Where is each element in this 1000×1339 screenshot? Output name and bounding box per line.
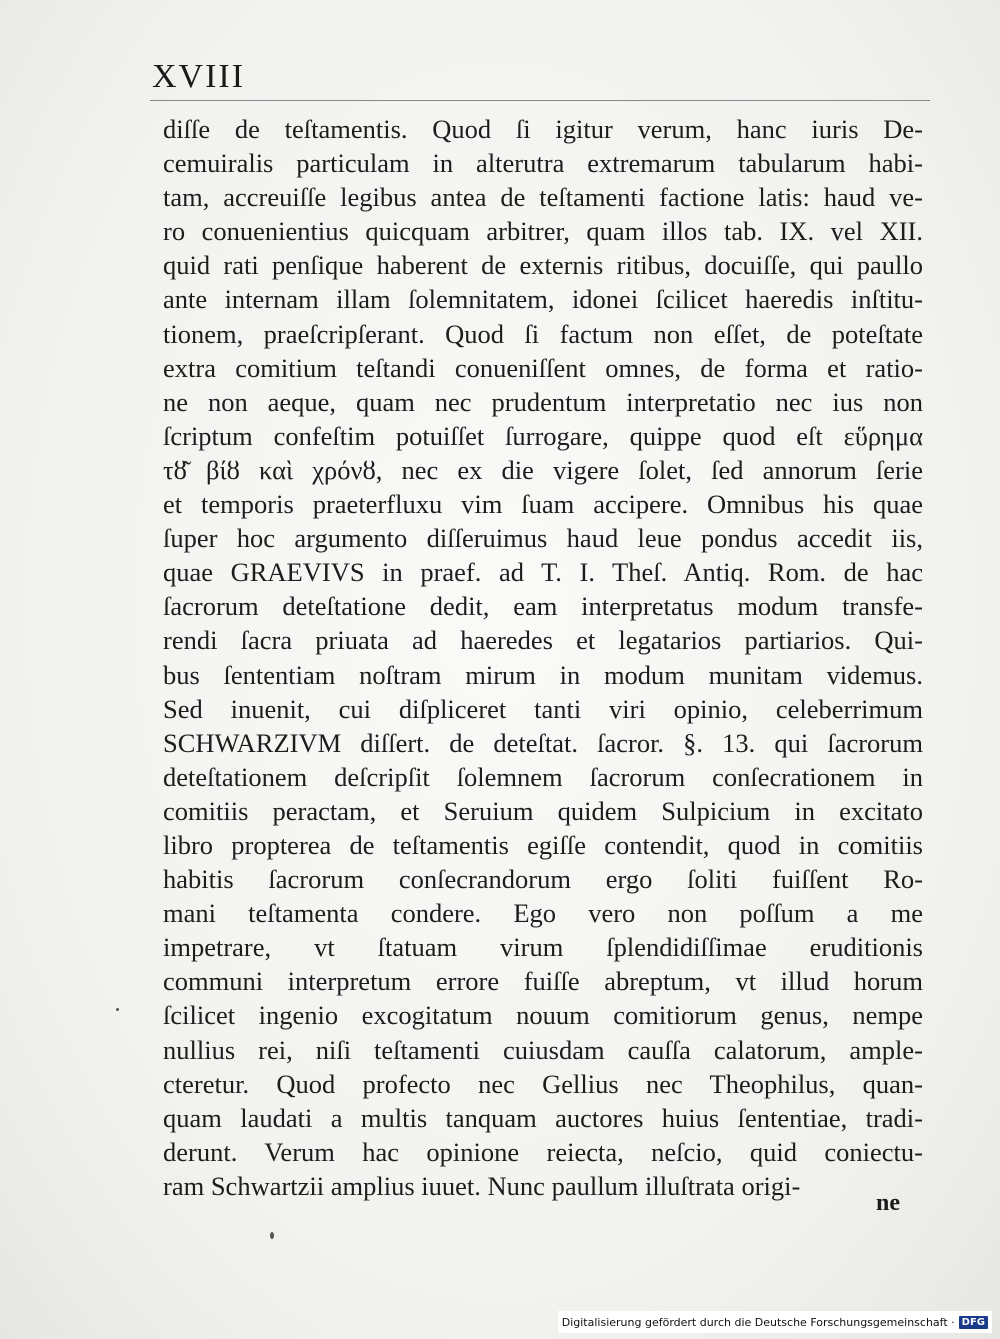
text-line: ne non aeque, quam nec prudentum interpretatio nec ius non [163, 386, 923, 417]
digitization-footer [558, 1311, 992, 1333]
text-line: ſacrorum deteſtatione dedit, eam interpretatus modum transfe- [163, 591, 923, 622]
text-line: ro conuenientius quicquam arbitrer, quam illos tab. IX. vel XII. [163, 216, 923, 247]
page-number: XVIII [152, 58, 246, 95]
text-line: diſſe de teſtamentis. Quod ſi igitur verum, hanc iuris De- [163, 114, 923, 144]
text-line: ſuper hoc argumento diſſeruimus haud leue pondus accedit iis, [163, 523, 923, 554]
text-line: nullius rei, niſi teſtamenti cuiusdam cauſſa calatorum, ample- [163, 1034, 923, 1065]
text-line: ſcilicet ingenio excogitatum nouum comitiorum genus, nempe [163, 1000, 923, 1031]
text-line: bus ſententiam noſtram mirum in modum munitam videmus. [163, 659, 923, 690]
header-rule [150, 100, 930, 101]
text-line: ram Schwartzii amplius iuuet. Nunc paullum illuſtrata origi- [163, 1170, 801, 1201]
text-line: cemuiralis particulam in alterutra extremarum tabularum habi- [163, 148, 923, 179]
catchword: ne [876, 1190, 900, 1216]
text-line: extra comitium teſtandi conueniſſent omnes, de forma et ratio- [163, 352, 923, 383]
text-line: impetrare, vt ſtatuam virum ſplendidiſſimae eruditionis [163, 932, 923, 963]
text-line: τȣ͂ βίȣ καὶ χρόνȣ, nec ex die vigere ſolet, ſed annorum ſerie [163, 454, 923, 485]
text-line: quam laudati a multis tanquam auctores huius ſententiae, tradi- [163, 1102, 923, 1133]
text-line: tam, accreuiſſe legibus antea de teſtamenti factione latis: haud ve- [163, 182, 923, 213]
scan-speck [270, 1232, 274, 1239]
text-line: Sed inuenit, cui diſpliceret tanti viri opinio, celeberrimum [163, 693, 923, 724]
text-line: ante internam illam ſolemnitatem, idonei ſcilicet haeredis inſtitu- [163, 284, 923, 315]
text-line: rendi ſacra priuata ad haeredes et legatarios partiarios. Qui- [163, 625, 923, 656]
text-line: mani teſtamenta condere. Ego vero non poſſum a me [163, 898, 923, 929]
text-line: tionem, praeſcripſerant. Quod ſi factum non eſſet, de poteſtate [163, 318, 923, 349]
body-text [163, 112, 923, 1203]
text-line: comitiis peractam, et Seruium quidem Sulpicium in excitato [163, 795, 923, 826]
text-line: communi interpretum errore fuiſſe abreptum, vt illud horum [163, 966, 923, 997]
text-line: derunt. Verum hac opinione reiecta, neſcio, quid coniectu- [163, 1136, 923, 1167]
text-line: ſcriptum confeſtim potuiſſet ſurrogare, quippe quod eſt εὕρημα [163, 420, 923, 451]
text-line: deteſtationem deſcripſit ſolemnem ſacrorum conſecrationem in [163, 761, 923, 792]
text-line: et temporis praeterfluxu vim ſuam accipere. Omnibus his quae [163, 489, 923, 520]
text-line: quid rati penſique haberent de externis ritibus, docuiſſe, qui paullo [163, 250, 923, 281]
footer-text: Digitalisierung gefördert durch die Deutsche Forschungsgemeinschaft · [561, 1315, 955, 1329]
text-line: cteretur. Quod profecto nec Gellius nec Theophilus, quan- [163, 1068, 923, 1099]
text-line: quae GRAEVIVS in praef. ad T. I. Theſ. Antiq. Rom. de hac [163, 557, 923, 588]
text-line: habitis ſacrorum conſecrandorum ergo ſoliti fuiſſent Ro- [163, 864, 923, 895]
text-line: SCHWARZIVM diſſert. de deteſtat. ſacror. §. 13. qui ſacrorum [163, 727, 923, 758]
scan-speck [116, 1008, 119, 1011]
dfg-logo-icon: DFG [959, 1316, 988, 1329]
text-line: libro propterea de teſtamentis egiſſe contendit, quod in comitiis [163, 829, 923, 860]
